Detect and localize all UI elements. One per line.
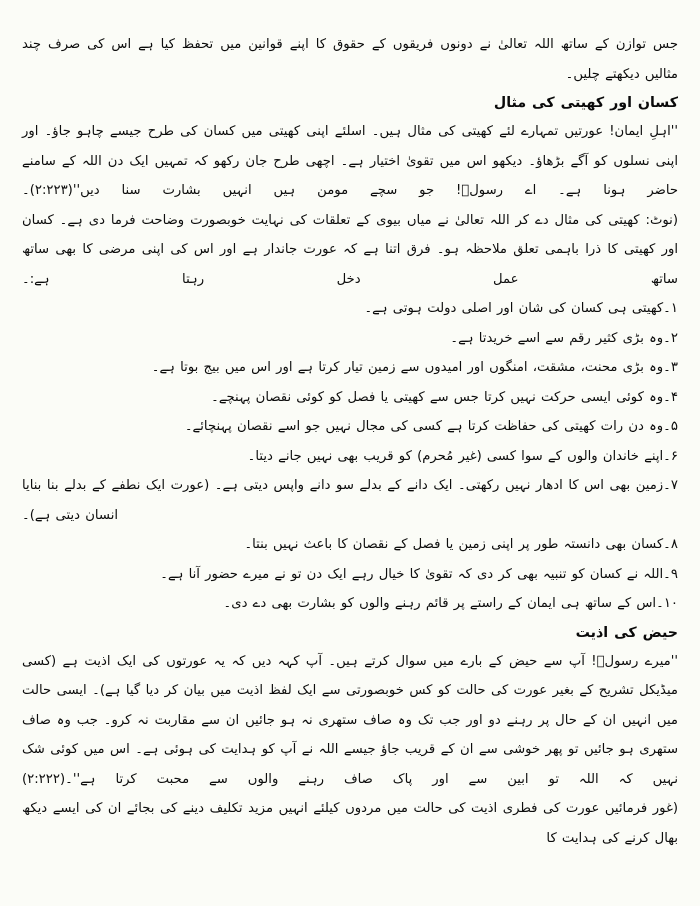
list-item [22,442,678,472]
list-item [22,530,678,560]
list-item-text: زمین بھی اس کا ادھار نہیں رکھتی۔ ایک دانے کے بدلے سو دانے واپس دیتی ہے۔ (عورت ایک نطفے کے بدلے بنا بنایا انسان دیتی ہے)۔ [22,478,664,523]
list-item-text: وہ کوئی ایسی حرکت نہیں کرتا جس سے کھیتی یا فصل کو کوئی نقصان پہنچے۔ [211,389,664,405]
kheti-comparison-list [22,294,678,619]
list-item-text: کسان بھی دانستہ طور پر اپنی زمین یا فصل کے نقصان کا باعث نہیں بنتا۔ [244,537,664,552]
quote-paragraph-kheti [22,117,678,206]
list-item-number: ۸۔ [663,537,678,552]
list-item-text: وہ بڑی کثیر رقم سے اسے خریدتا ہے۔ [450,330,664,346]
section-heading-kisan: کسان اور کھیتی کی مثال [493,95,678,111]
list-item [22,471,678,530]
list-item-number: ۶۔ [663,448,678,464]
section-heading-haiz: حیض کی اذیت [575,624,678,641]
list-item-text: وہ بڑی محنت، مشقت، امنگوں اور امیدوں سے زمین تیار کرتا ہے اور اس میں بیج بوتا ہے۔ [151,360,664,375]
list-item-number: ۴۔ [663,389,678,405]
list-item-number: ۳۔ [663,360,678,375]
list-item-text: اس کے ساتھ ہی ایمان کے راستے پر قائم رہنے والوں کو بشارت بھی دے دی۔ [223,596,657,611]
list-item-text: وہ دن رات کھیتی کی حفاظت کرتا ہے کسی کی مجال نہیں جو اسے نقصان پہنچائے۔ [184,419,664,434]
menses-text: ''میرے رسولؐ! آپ سے حیض کے بارے میں سوال کرتے ہیں۔ آپ کہہ دیں کہ یہ عورتوں کی ایک اذیت ہے (کسی میڈیکل تشریح کے بغیر عورت کی حالت کو کس خوبصورتی سے ایک لفظ اذیت میں بیان کر دیا گیا ہے)۔ ایسی حالت میں انہیں ان کے حال پر رہنے دو اور جب تک وہ صاف ستھری نہ ہو جائیں ان سے مقاربت نہ کرو۔ جب وہ صاف ستھری ہو جائیں تو پھر خوشی سے ان کے قریب جاؤ جیسے اللہ نے آپ کو ہدایت کی ہوئی ہے۔ اس میں کوئی شک نہیں کہ اللہ تو ابین سے اور پاک صاف رہنے والوں سے محبت کرتا ہے''۔ [22,653,678,787]
list-item-text: کھیتی ہی کسان کی شان اور اصلی دولت ہوتی ہے۔ [364,301,664,316]
list-item-number: ۷۔ [663,478,678,493]
quote-citation: (۲:۲۲۳)۔ [22,183,73,198]
list-item-text: اللہ نے کسان کو تنبیہ بھی کر دی کہ تقویٰ کا خیال رہے ایک دن تو نے میرے حضور آنا ہے۔ [160,566,664,582]
intro-paragraph: جس توازن کے ساتھ اللہ تعالیٰ نے دونوں فریقوں کے حقوق کا اپنے قوانین میں تحفظ کیا ہے اس کی صرف چند مثالیں دیکھتے چلیں۔ [22,37,678,82]
list-item-number: ۱۰۔ [656,596,678,611]
list-item-number: ۱۔ [663,301,678,316]
list-item [22,294,678,324]
list-item [22,589,678,619]
list-item [22,353,678,383]
list-item-number: ۵۔ [663,419,678,434]
list-item-text: اپنے خاندان والوں کے سوا کسی (غیر مُحرم) کو قریب بھی نہیں جانے دیتا۔ [247,448,664,464]
list-item [22,383,678,413]
list-item-number: ۹۔ [663,566,678,582]
list-item-number: ۲۔ [663,330,678,346]
note-paragraph: (نوٹ: کھیتی کی مثال دے کر اللہ تعالیٰ نے میاں بیوی کے تعلقات کی نہایت خوبصورت وضاحت فرما دی ہے۔ کسان اور کھیتی کا ذرا باہمی تعلق ملاحظہ ہو۔ فرق اتنا ہے کہ عورت جاندار ہے اور اس کی اپنی مرضی کا بھی ساتھ ساتھ عمل دخل رہتا ہے:۔ [22,212,678,287]
menses-citation: (۲:۲۲۲) [22,771,66,787]
menses-paragraph [22,647,678,795]
quote-text: ''اہلِ ایمان! عورتیں تمہارے لئے کھیتی کی مثال ہیں۔ اسلئے اپنی کھیتی میں کسان کی طرح جیسے چاہو جاؤ۔ اور اپنی نسلوں کو آگے بڑھاؤ۔ دیکھو اس میں تقویٰ اختیار ہے۔ اچھی طرح جان رکھو کہ تمہیں ایک دن اللہ کے سامنے حاضر ہونا ہے۔ اے رسولؐ! جو سچے مومن ہیں انہیں بشارت سنا دیں'' [22,124,678,198]
closing-paragraph: (غور فرمائیں عورت کی فطری اذیت کی حالت میں مردوں کیلئے انہیں مزید تکلیف دینے کی بجائے ان کی ایسے دیکھ بھال کرنے کی ہدایت کا [22,801,678,846]
list-item [22,412,678,442]
document-body [22,30,678,853]
list-item [22,324,678,354]
list-item [22,560,678,590]
